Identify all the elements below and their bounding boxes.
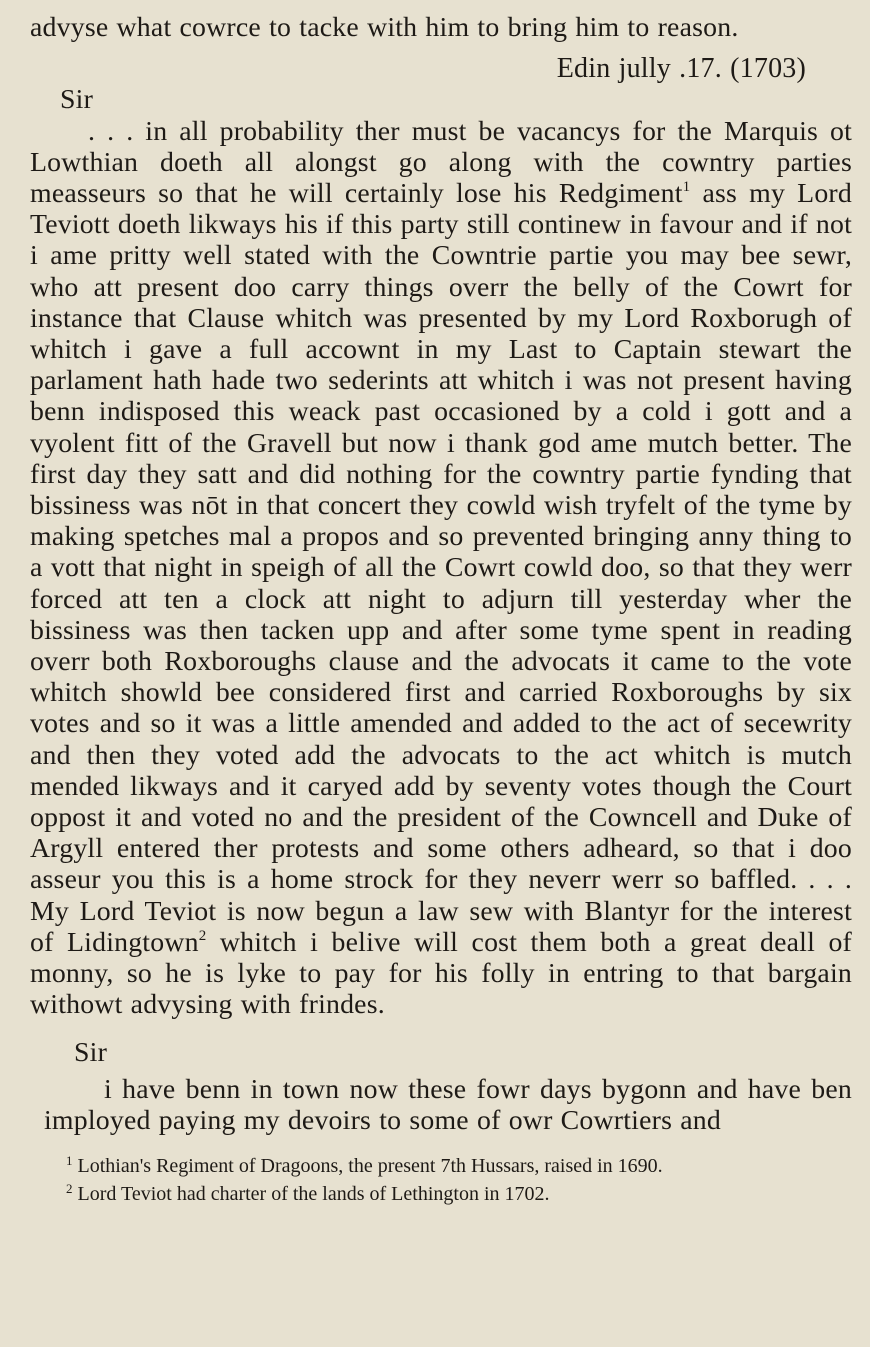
footnote [66, 1180, 852, 1208]
footnote-text: Lord Teviot had charter of the lands of Lethington in 1702. [72, 1183, 550, 1206]
letter-dateline: Edin jully .17. (1703) [556, 53, 806, 85]
second-letter-paragraph: i have benn in town now these fowr days bygonn and have ben imployed paying my devoirs to some of owr Cowrtiers and [44, 1073, 852, 1136]
second-salutation: Sir [74, 1036, 108, 1068]
letter-salutation: Sir [60, 84, 94, 116]
continuation-paragraph: advyse what cowrce to tacke with him to bring him to reason. [30, 12, 739, 43]
letter-text-part-2: ass my Lord Teviott doeth likways his if this party still continew in favour and if not i ame pritty well stated with the Cowntrie partie you may bee sewr, who att present doo carry things overr the belly of the Cowrt for instance that Clause whitch was presented by my Lord Roxborugh of whitch i gave a full accownt in my Last to Captain stewart the parlament hath hade two sederints att whitch i was not present having benn indisposed this weack past occasioned by a cold i gott and a vyolent fitt of the Gravell but now i thank god ame mutch better. The first day they satt and did nothing for the cowntry partie fynding that bissiness was nōt in that concert they cowld wish tryfelt of the tyme by making spetches mal a propos and so prevented bringing anny thing to a vott that night in speigh of all the Cowrt cowld doo, so that they werr forced att ten a clock att night to adjurn till yesterday wher the bissiness was then tacken upp and after some tyme spent in reading overr both Roxboroughs clause and the advocats it came to the vote whitch showld bee considered first and carried Roxboroughs by six votes and so it was a little amended and added to the act of secewrity and then they voted add the advocats to the act whitch is mutch mended likways and it caryed add by seventy votes though the Court oppost it and voted no and the president of the Cowncell and Duke of Argyll entered ther protests and some others adheard, so that i doo asseur you this is a home strock for they neverr werr so baffled. . . . My Lord Teviot is now begun a law sew with Blantyr for the interest of Lidingtown [30, 178, 853, 958]
footnote [66, 1152, 852, 1180]
footnote-mark: 2 [66, 1181, 73, 1197]
footnotes [66, 1152, 852, 1208]
letter-text-part-3: whitch i belive will cost them both a great deall of monny, so he is lyke to pay for his folly in entring to that bargain withowt advysing with frindes. [30, 926, 853, 1021]
letter-text-part-1: . . . in all probability ther must be vacancys for the Marquis ot Lowthian doeth all alongst go along with the cowntry parties measseurs so that he will certainly lose his Redgiment [30, 115, 852, 210]
footnote-ref-2: 2 [198, 927, 207, 944]
footnote-text: Lothian's Regiment of Dragoons, the present 7th Hussars, raised in 1690. [72, 1155, 663, 1178]
footnote-mark: 1 [66, 1153, 73, 1169]
letter-paragraph [30, 116, 852, 1021]
footnote-ref-1: 1 [682, 179, 691, 196]
main-text [30, 12, 852, 1136]
